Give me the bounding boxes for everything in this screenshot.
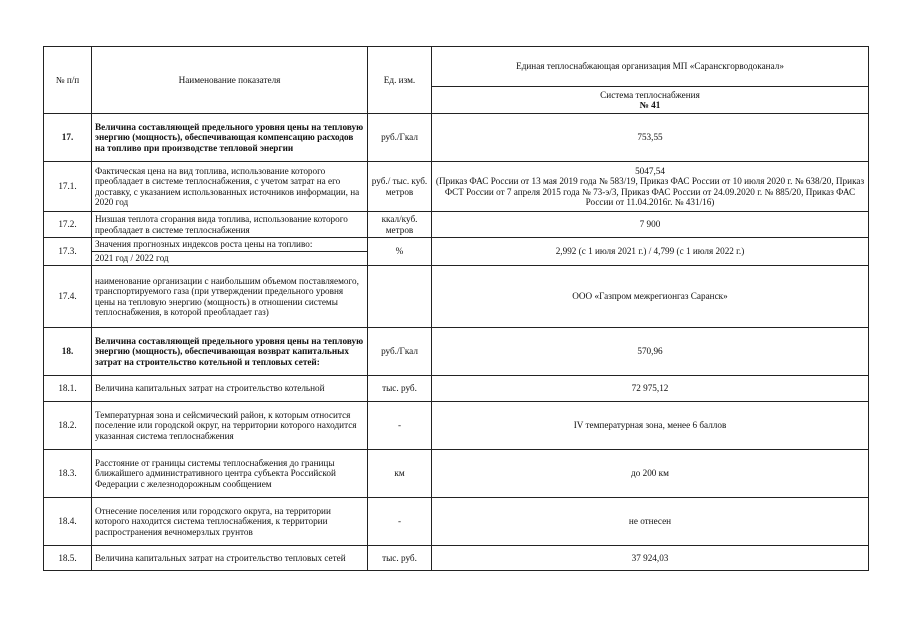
row-num: 18.2. — [44, 402, 92, 450]
row-num: 18.1. — [44, 376, 92, 402]
row-unit — [368, 266, 432, 328]
row-name: Величина составляющей предельного уровня цены на тепловую энергию (мощность), обеспечивающая возврат капитальных затрат на строительство котельной и тепловых сетей: — [92, 328, 368, 376]
row-num: 18.5. — [44, 546, 92, 571]
row-name: Фактическая цена на вид топлива, использование которого преобладает в системе теплоснабжения, с учетом затрат на его доставку, с указанием использованных источников информации, на 2020 год — [92, 162, 368, 212]
header-system-line2: № 41 — [639, 100, 661, 110]
row-unit: руб./ тыс. куб. метров — [368, 162, 432, 212]
row-unit: руб./Гкал — [368, 328, 432, 376]
row-num: 18. — [44, 328, 92, 376]
table-row — [44, 266, 869, 328]
row-unit: тыс. руб. — [368, 376, 432, 402]
row-value: до 200 км — [432, 450, 869, 498]
header-system-line1: Система теплоснабжения — [600, 89, 700, 100]
row-num: 18.4. — [44, 498, 92, 546]
header-org: Единая теплоснабжающая организация МП «Саранскгорводоканал» — [432, 47, 869, 87]
row-unit: км — [368, 450, 432, 498]
table-row — [44, 546, 869, 571]
row-value: не отнесен — [432, 498, 869, 546]
row-num: 17. — [44, 114, 92, 162]
row-name: Отнесение поселения или городского округа, на территории которого находится система теплоснабжения, к территории распространения вечномерзлых грунтов — [92, 498, 368, 546]
row-unit: руб./Гкал — [368, 114, 432, 162]
row-value — [432, 162, 869, 212]
row-unit: % — [368, 238, 432, 266]
row-num: 17.1. — [44, 162, 92, 212]
row-name: Расстояние от границы системы теплоснабжения до границы ближайшего административного центра субъекта Российской Федерации с железнодорожным сообщением — [92, 450, 368, 498]
header-system — [432, 87, 869, 114]
table-row — [44, 328, 869, 376]
row-unit: тыс. руб. — [368, 546, 432, 571]
table-row — [44, 212, 869, 238]
row-name: наименование организации с наибольшим объемом поставляемого, транспортируемого газа (при утверждении предельного уровня цены на тепловую энергию (мощность) в отношении системы теплоснабжения, в которой преобладает газ) — [92, 266, 368, 328]
row-value-main: 5047,54 — [635, 166, 665, 177]
row-name: Температурная зона и сейсмический район, к которым относится поселение или городской округ, на территории которого находится указанная система теплоснабжения — [92, 402, 368, 450]
row-num: 17.3. — [44, 238, 92, 266]
table-row — [44, 114, 869, 162]
tariff-table-page — [43, 46, 869, 571]
tariff-table — [43, 46, 869, 571]
table-row — [44, 162, 869, 212]
header-unit: Ед. изм. — [368, 47, 432, 114]
row-value: 2,992 (с 1 июля 2021 г.) / 4,799 (с 1 июля 2022 г.) — [432, 238, 869, 266]
row-unit: - — [368, 498, 432, 546]
header-name: Наименование показателя — [92, 47, 368, 114]
row-num: 18.3. — [44, 450, 92, 498]
row-num: 17.4. — [44, 266, 92, 328]
table-row — [44, 498, 869, 546]
table-row — [44, 238, 869, 252]
row-value: 7 900 — [432, 212, 869, 238]
row-name: Значения прогнозных индексов роста цены на топливо: — [92, 238, 368, 252]
row-unit: ккал/куб. метров — [368, 212, 432, 238]
table-row — [44, 376, 869, 402]
row-name: Величина капитальных затрат на строительство котельной — [92, 376, 368, 402]
row-value: 570,96 — [432, 328, 869, 376]
row-value: ООО «Газпром межрегионгаз Саранск» — [432, 266, 869, 328]
table-row — [44, 450, 869, 498]
header-num: № п/п — [44, 47, 92, 114]
row-value: IV температурная зона, менее 6 баллов — [432, 402, 869, 450]
row-name: Величина капитальных затрат на строительство тепловых сетей — [92, 546, 368, 571]
row-num: 17.2. — [44, 212, 92, 238]
row-value: 753,55 — [432, 114, 869, 162]
row-unit: - — [368, 402, 432, 450]
row-name: Низшая теплота сгорания вида топлива, использование которого преобладает в системе теплоснабжения — [92, 212, 368, 238]
row-name-sub: 2021 год / 2022 год — [92, 252, 368, 266]
row-value: 37 924,03 — [432, 546, 869, 571]
table-row — [44, 402, 869, 450]
header-row — [44, 47, 869, 87]
row-value: 72 975,12 — [432, 376, 869, 402]
row-name: Величина составляющей предельного уровня цены на тепловую энергию (мощность), обеспечивающая компенсацию расходов на топливо при производстве тепловой энергии — [92, 114, 368, 162]
row-value-note: (Приказ ФАС России от 13 мая 2019 года № 583/19, Приказ ФАС России от 10 июля 2020 г. № 638/20, Приказ ФСТ России от 7 апреля 2015 года № 73-э/3, Приказ ФАС России от 24.09.2020 г. № 885/20, Приказ ФАС России от 11.04.2016г. № 431/16) — [435, 176, 865, 207]
